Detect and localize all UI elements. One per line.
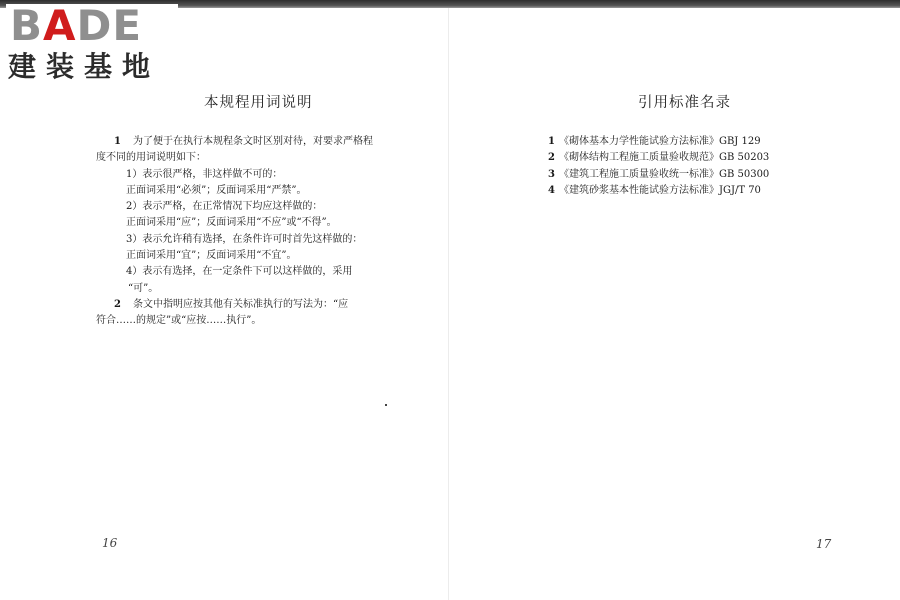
reference-item <box>548 183 808 199</box>
paragraph-line: 4）表示有选择，在一定条件下可以这样做的，采用 <box>126 266 353 278</box>
reference-item <box>548 167 808 183</box>
reference-item <box>548 134 808 150</box>
paragraph-line: 正面词采用“宜”；反面词采用“不宜”。 <box>126 250 297 262</box>
left-page-title: 本规程用词说明 <box>204 95 313 111</box>
logo-subtitle: 建装基地 <box>8 50 161 83</box>
paragraph-line: 2）表示严格，在正常情况下均应这样做的： <box>126 201 323 213</box>
logo-brand-prefix: B <box>10 1 44 50</box>
right-page-title: 引用标准名录 <box>638 95 731 111</box>
reference-list <box>548 134 808 199</box>
line-text: 条文中指明应按其他有关标准执行的写法为：“应 <box>132 298 349 310</box>
paragraph-line: 符合……的规定”或“应按……执行”。 <box>96 315 262 327</box>
reference-number: 3 <box>548 168 555 180</box>
left-page-number: 16 <box>102 536 118 550</box>
line-text: 为了便于在执行本规程条文时区别对待，对要求严格程 <box>132 136 373 147</box>
item-number: 2 <box>114 298 121 310</box>
left-page-body <box>96 134 426 330</box>
reference-item <box>548 150 808 166</box>
reference-text: 《砌体结构工程施工质量验收规范》GB 50203 <box>558 152 770 164</box>
watermark-logo <box>6 1 178 84</box>
logo-brand-suffix: DE <box>76 1 143 50</box>
paragraph-line <box>96 297 426 313</box>
paragraph-line: 1）表示很严格，非这样做不可的： <box>126 168 283 180</box>
reference-number: 2 <box>548 152 555 164</box>
item-number: 1 <box>114 136 121 147</box>
reference-text: 《建筑砂浆基本性能试验方法标准》JGJ/T 70 <box>558 184 761 196</box>
right-page-number: 17 <box>816 537 832 551</box>
reference-text: 《砌体基本力学性能试验方法标准》GBJ 129 <box>558 136 761 147</box>
logo-brand-text <box>10 1 178 50</box>
paragraph-line: 3）表示允许稍有选择，在条件许可时首先这样做的： <box>126 233 363 245</box>
paragraph-line: 度不同的用词说明如下： <box>96 152 206 164</box>
paragraph-line: 正面词采用“必须”；反面词采用“严禁”。 <box>126 184 307 196</box>
paragraph-line <box>96 134 426 150</box>
paragraph-line: “可”。 <box>128 282 159 294</box>
reference-number: 4 <box>548 184 555 196</box>
book-spine <box>448 8 449 600</box>
reference-number: 1 <box>548 136 555 147</box>
paragraph-line: 正面词采用“应”；反面词采用“不应”或“不得”。 <box>126 217 337 229</box>
scan-speck <box>385 404 387 406</box>
reference-text: 《建筑工程施工质量验收统一标准》GB 50300 <box>558 168 770 180</box>
logo-brand-accent: A <box>43 1 77 50</box>
